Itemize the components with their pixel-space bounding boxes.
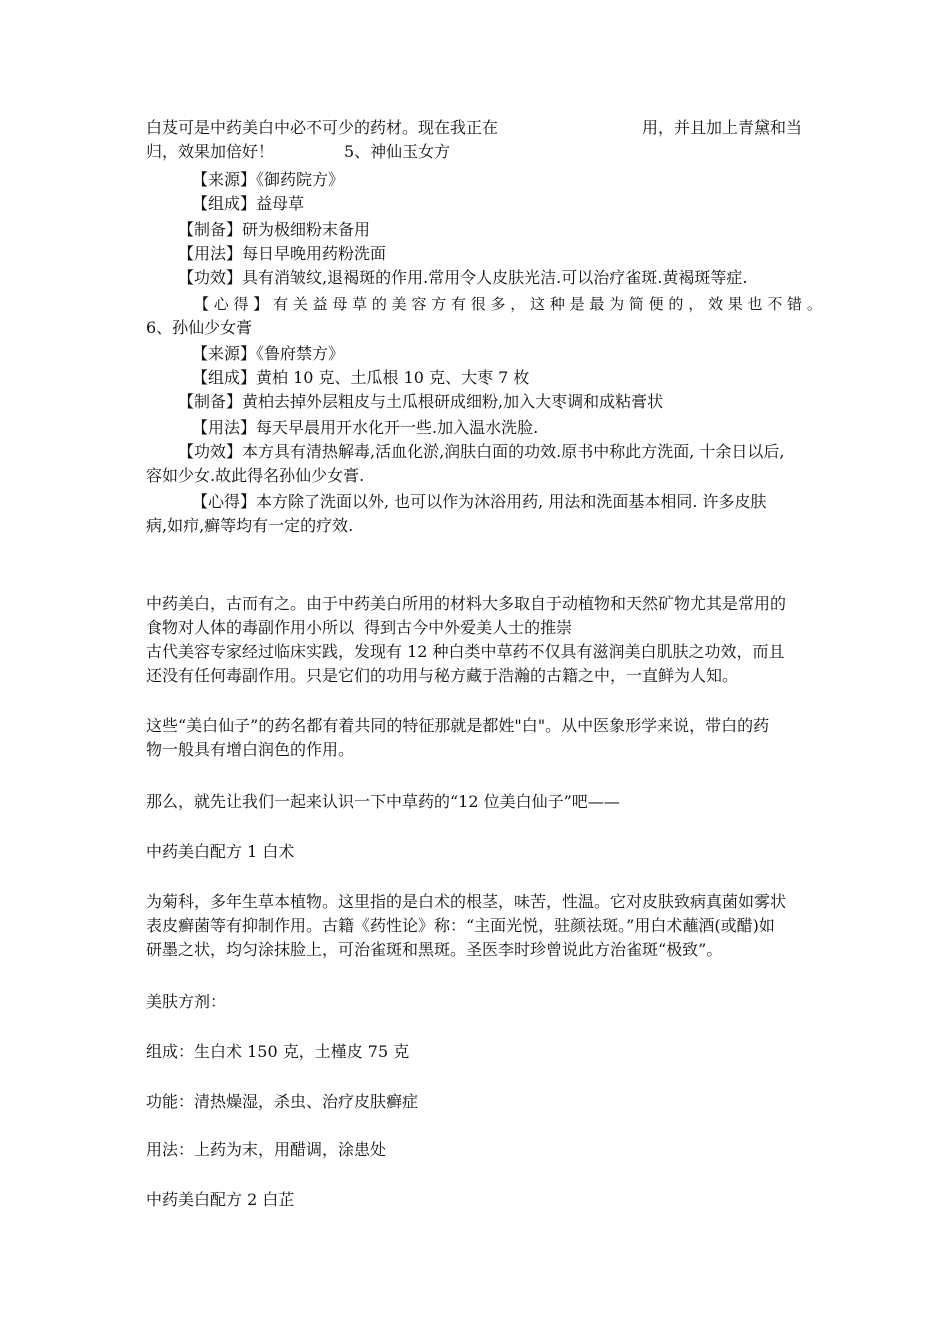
- recipe-6-note-2: 病,如疖,癣等均有一定的疗效.: [146, 516, 354, 535]
- heading-recipe-2: 中药美白配方 2 白芷: [146, 1190, 295, 1209]
- paragraph-1-line-4: 还没有任何毒副作用。只是它们的功用与秘方藏于浩瀚的古籍之中，一直鲜为人知。: [146, 666, 739, 685]
- recipe-6-components: 【组成】黄柏 10 克、土瓜根 10 克、大枣 7 枚: [192, 368, 530, 387]
- paragraph-2-line-2: 物一般具有增白润色的作用。: [146, 740, 355, 759]
- intro-line-a: 白芨可是中药美白中必不可少的药材。现在我正在: [146, 118, 499, 137]
- paragraph-3: 那么，就先让我们一起来认识一下中草药的“12 位美白仙子”吧——: [146, 792, 620, 811]
- recipe-6-note-1: 【心得】本方除了洗面以外, 也可以作为沐浴用药, 用法和洗面基本相同. 许多皮肤: [192, 492, 767, 511]
- heading-recipe-1: 中药美白配方 1 白术: [146, 842, 295, 861]
- paragraph-1-line-3: 古代美容专家经过临床实践，发现有 12 种白类中草药不仅具有滋润美白肌肤之功效，而且: [146, 642, 785, 661]
- paragraph-1-line-2: 食物对人体的毒副作用小所以 得到古今中外爱美人士的推崇: [146, 618, 573, 637]
- recipe-6-title: 6、孙仙少女膏: [146, 318, 253, 337]
- recipe-6-usage: 【用法】每天早晨用开水化开一些.加入温水洗脸.: [192, 418, 539, 437]
- intro-line-c: 归，效果加倍好！: [146, 142, 275, 161]
- recipe-5-prep: 【制备】研为极细粉末备用: [178, 220, 371, 239]
- paragraph-5: 美肤方剂：: [146, 992, 227, 1011]
- recipe-5-effect: 【功效】具有消皱纹,退褐斑的作用.常用令人皮肤光洁.可以治疗雀斑.黄褐斑等症.: [178, 268, 748, 287]
- recipe-5-title: 5、神仙玉女方: [344, 142, 451, 161]
- recipe-5-source: 【来源】《御药院方》: [192, 170, 345, 189]
- paragraph-1-line-1: 中药美白，古而有之。由于中药美白所用的材料大多取自于动植物和天然矿物尤其是常用的: [146, 594, 787, 613]
- intro-line-b: 用，并且加上青黛和当: [642, 118, 803, 137]
- paragraph-4-line-2: 表皮癣菌等有抑制作用。古籍《药性论》称：“主面光悦，驻颜祛斑。”用白术蘸酒(或醋)如: [146, 916, 775, 935]
- paragraph-4-line-1: 为菊科，多年生草本植物。这里指的是白术的根茎，味苦，性温。它对皮肤致病真菌如雾状: [146, 892, 787, 911]
- recipe-5-note: 【 心 得 】 有 关 益 母 草 的 美 容 方 有 很 多 ， 这 种 是 最 为 简 便 的 ， 效 果 也 不 错 。: [194, 295, 822, 313]
- recipe-5-usage: 【用法】每日早晚用药粉洗面: [178, 244, 387, 263]
- paragraph-6: 组成：生白术 150 克，土槿皮 75 克: [146, 1042, 410, 1061]
- paragraph-2-line-1: 这些“美白仙子”的药名都有着共同的特征那就是都姓"白"。从中医象形学来说，带白的药: [146, 716, 770, 735]
- recipe-6-effect-2: 容如少女.故此得名孙仙少女膏.: [146, 466, 365, 485]
- recipe-5-components: 【组成】益母草: [192, 194, 305, 213]
- paragraph-4-line-3: 研墨之状，均匀涂抹脸上，可治雀斑和黑斑。圣医李时珍曾说此方治雀斑“极致”。: [146, 940, 723, 959]
- paragraph-7: 功能：清热燥湿，杀虫、治疗皮肤癣症: [146, 1092, 419, 1111]
- recipe-6-source: 【来源】《鲁府禁方》: [192, 344, 345, 363]
- recipe-6-prep: 【制备】黄柏去掉外层粗皮与土瓜根研成细粉,加入大枣调和成粘膏状: [178, 392, 664, 411]
- recipe-6-effect-1: 【功效】本方具有清热解毒,活血化淤,润肤白面的功效.原书中称此方洗面, 十余日以后,: [178, 442, 785, 461]
- paragraph-8: 用法：上药为末，用醋调，涂患处: [146, 1140, 387, 1159]
